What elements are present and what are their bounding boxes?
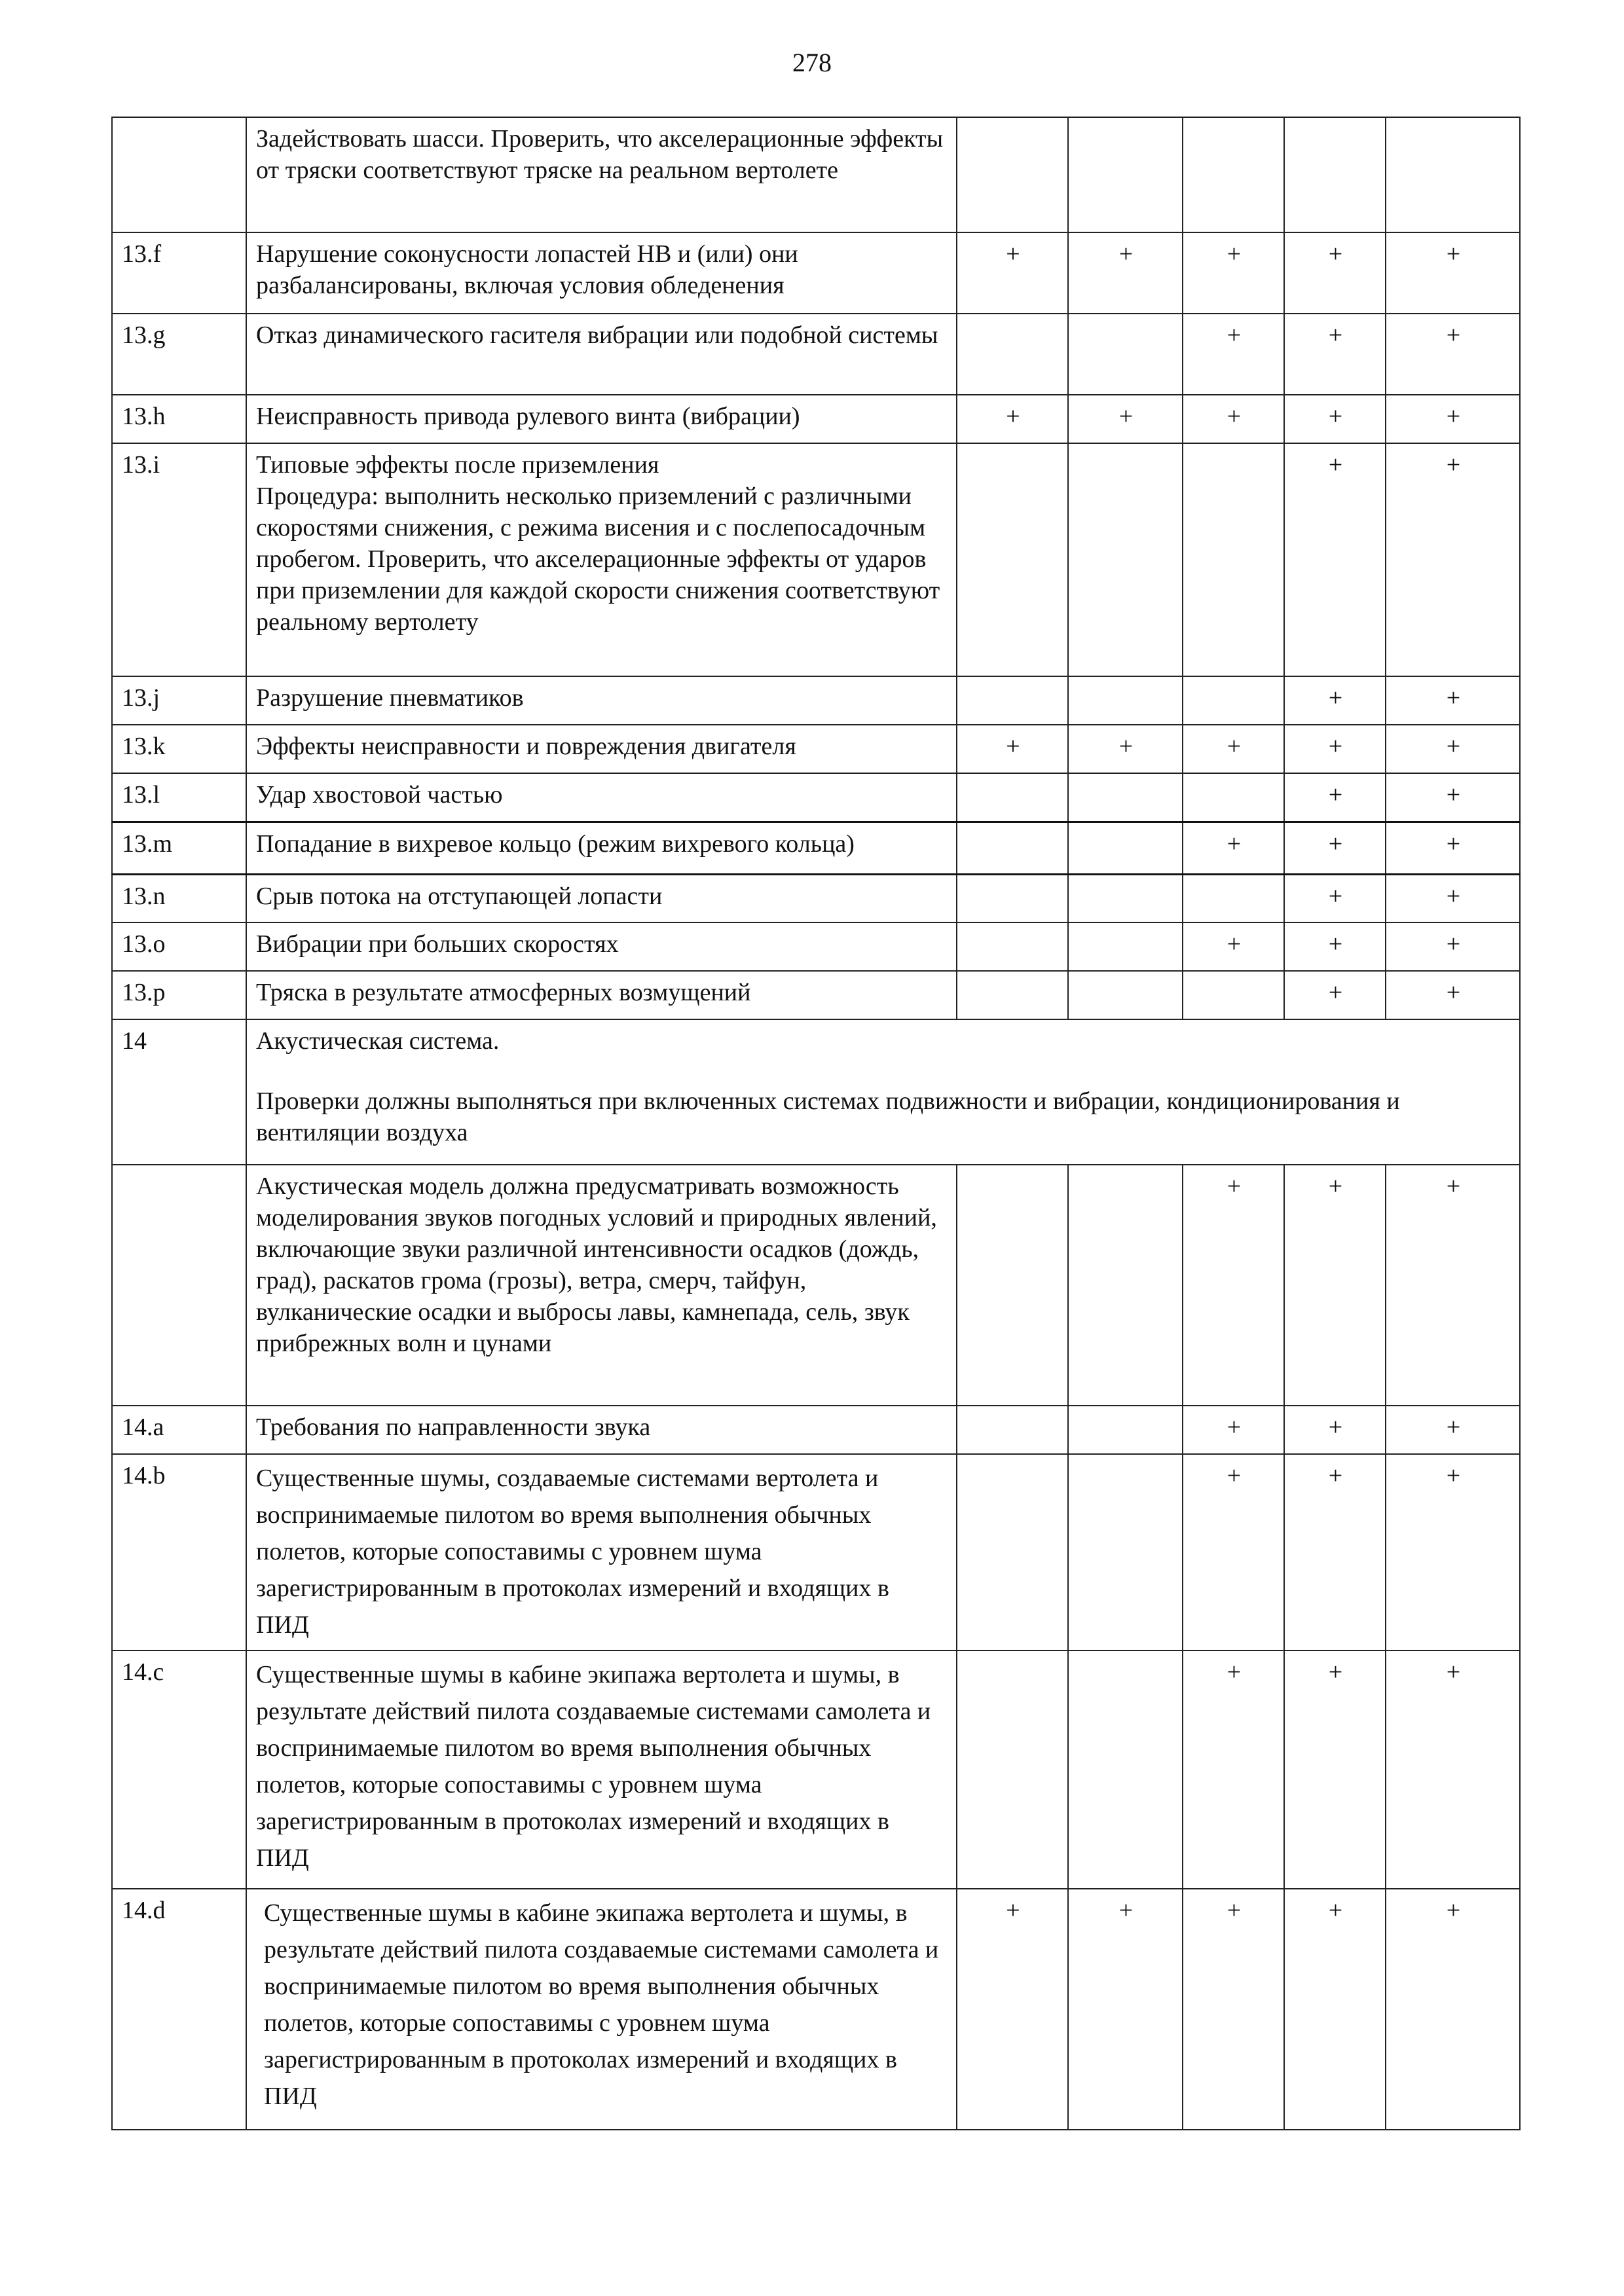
row-id: 13.o (112, 922, 246, 971)
mark-cell: + (1284, 1406, 1386, 1454)
mark-cell (957, 971, 1068, 1019)
mark-cell: + (1386, 874, 1520, 922)
mark-cell (1068, 971, 1183, 1019)
mark-cell (957, 443, 1068, 676)
table-row (112, 395, 1520, 443)
row-text: Эффекты неисправности и повреждения двигателя (246, 725, 957, 773)
row-id: 13.i (112, 443, 246, 676)
table-row (112, 971, 1520, 1019)
mark-cell: + (1284, 232, 1386, 314)
page-number: 278 (792, 48, 832, 77)
mark-cell: + (1386, 676, 1520, 725)
mark-cell (1068, 117, 1183, 232)
mark-cell (1183, 971, 1284, 1019)
mark-cell (1068, 1165, 1183, 1406)
mark-cell: + (1386, 1650, 1520, 1889)
mark-cell: + (1183, 1650, 1284, 1889)
mark-cell: + (1183, 725, 1284, 773)
table-row (112, 773, 1520, 822)
mark-cell: + (1284, 676, 1386, 725)
row-id: 13.k (112, 725, 246, 773)
mark-cell: + (1284, 1889, 1386, 2130)
row-text: Нарушение соконусности лопастей НВ и (или) они разбалансированы, включая условия обледенения (246, 232, 957, 314)
mark-cell: + (1386, 1454, 1520, 1650)
row-text: Разрушение пневматиков (246, 676, 957, 725)
mark-cell (1068, 676, 1183, 725)
mark-cell: + (1284, 1165, 1386, 1406)
table-row (112, 1406, 1520, 1454)
mark-cell (957, 676, 1068, 725)
mark-cell (957, 922, 1068, 971)
row-text: Удар хвостовой частью (246, 773, 957, 822)
table-row (112, 117, 1520, 232)
mark-cell: + (1386, 1406, 1520, 1454)
row-text: Существенные шумы, создаваемые системами вертолета и воспринимаемые пилотом во время выполнения обычных полетов, которые сопоставимы с уровнем шума зарегистрированным в протоколах измерений и входящих в ПИД (246, 1454, 957, 1650)
mark-cell: + (1386, 1165, 1520, 1406)
mark-cell: + (1284, 443, 1386, 676)
mark-cell: + (1386, 922, 1520, 971)
mark-cell: + (1386, 443, 1520, 676)
section-title: Акустическая система. (256, 1027, 500, 1055)
mark-cell (1386, 117, 1520, 232)
mark-cell (1068, 443, 1183, 676)
mark-cell (1068, 922, 1183, 971)
mark-cell: + (1284, 314, 1386, 395)
row-id: 13.l (112, 773, 246, 822)
mark-cell: + (1068, 725, 1183, 773)
mark-cell: + (1386, 725, 1520, 773)
mark-cell: + (1284, 1650, 1386, 1889)
mark-cell: + (1183, 232, 1284, 314)
mark-cell (957, 874, 1068, 922)
mark-cell (1068, 874, 1183, 922)
section-note: Проверки должны выполняться при включенных системах подвижности и вибрации, кондиционирования и вентиляции воздуха (256, 1087, 1400, 1146)
row-text: Типовые эффекты после приземления Процедура: выполнить несколько приземлений с различными скоростями снижения, с режима висения и с послепосадочным пробегом. Проверить, что акселерационные эффекты от ударов при приземлении для каждой скорости снижения соответствуют реальному вертолету (246, 443, 957, 676)
mark-cell (1183, 676, 1284, 725)
mark-cell (957, 773, 1068, 822)
row-text: Неисправность привода рулевого винта (вибрации) (246, 395, 957, 443)
row-id: 13.f (112, 232, 246, 314)
mark-cell: + (1386, 395, 1520, 443)
mark-cell: + (1183, 1165, 1284, 1406)
mark-cell (1068, 773, 1183, 822)
table-row (112, 1454, 1520, 1650)
mark-cell: + (1068, 232, 1183, 314)
mark-cell: + (1068, 395, 1183, 443)
mark-cell: + (1183, 1454, 1284, 1650)
mark-cell: + (1183, 395, 1284, 443)
mark-cell: + (1284, 773, 1386, 822)
mark-cell (1183, 874, 1284, 922)
mark-cell (1284, 117, 1386, 232)
mark-cell: + (957, 395, 1068, 443)
mark-cell: + (1284, 822, 1386, 874)
table-row (112, 1165, 1520, 1406)
row-text: Попадание в вихревое кольцо (режим вихревого кольца) (246, 822, 957, 874)
mark-cell: + (1284, 395, 1386, 443)
mark-cell: + (1284, 1454, 1386, 1650)
mark-cell (1183, 117, 1284, 232)
mark-cell (1183, 443, 1284, 676)
mark-cell (957, 822, 1068, 874)
mark-cell: + (1386, 773, 1520, 822)
row-id: 14.a (112, 1406, 246, 1454)
mark-cell: + (1183, 822, 1284, 874)
row-text: Существенные шумы в кабине экипажа вертолета и шумы, в результате действий пилота создаваемые системами самолета и воспринимаемые пилотом во время выполнения обычных полетов, которые сопоставимы с уровнем шума зарегистрированным в протоколах измерений и входящих в ПИД (246, 1889, 957, 2130)
mark-cell (1068, 314, 1183, 395)
row-text: Тряска в результате атмосферных возмущений (246, 971, 957, 1019)
row-id: 13.j (112, 676, 246, 725)
row-text: Отказ динамического гасителя вибрации или подобной системы (246, 314, 957, 395)
mark-cell (1068, 1454, 1183, 1650)
row-text: Существенные шумы в кабине экипажа вертолета и шумы, в результате действий пилота создаваемые системами самолета и воспринимаемые пилотом во время выполнения обычных полетов, которые сопоставимы с уровнем шума зарегистрированным в протоколах измерений и входящих в ПИД (246, 1650, 957, 1889)
row-id (112, 1165, 246, 1406)
table-row (112, 314, 1520, 395)
row-id: 13.g (112, 314, 246, 395)
row-id: 14.b (112, 1454, 246, 1650)
mark-cell: + (1183, 922, 1284, 971)
table-row (112, 443, 1520, 676)
mark-cell (957, 314, 1068, 395)
table-row (112, 725, 1520, 773)
mark-cell (957, 1406, 1068, 1454)
table-row (112, 922, 1520, 971)
table-row (112, 676, 1520, 725)
row-id: 13.m (112, 822, 246, 874)
mark-cell (1068, 1406, 1183, 1454)
mark-cell: + (1183, 314, 1284, 395)
table-row (112, 232, 1520, 314)
mark-cell: + (957, 725, 1068, 773)
row-id: 13.h (112, 395, 246, 443)
mark-cell (1068, 1650, 1183, 1889)
mark-cell (957, 117, 1068, 232)
row-text: Требования по направленности звука (246, 1406, 957, 1454)
table-row (112, 1889, 1520, 2130)
row-id (112, 117, 246, 232)
row-text: Срыв потока на отступающей лопасти (246, 874, 957, 922)
mark-cell: + (1183, 1889, 1284, 2130)
section-id: 14 (112, 1019, 246, 1165)
mark-cell: + (1386, 1889, 1520, 2130)
mark-cell: + (1284, 922, 1386, 971)
mark-cell: + (1386, 971, 1520, 1019)
table-row (112, 874, 1520, 922)
mark-cell (1068, 822, 1183, 874)
row-text: Акустическая модель должна предусматривать возможность моделирования звуков погодных условий и природных явлений, включающие звуки различной интенсивности осадков (дождь, град), раскатов грома (грозы), ветра, смерч, тайфун, вулканические осадки и выбросы лавы, камнепада, сель, звук прибрежных волн и цунами (246, 1165, 957, 1406)
requirements-table (111, 117, 1521, 2130)
row-text: Задействовать шасси. Проверить, что акселерационные эффекты от тряски соответствуют тряске на реальном вертолете (246, 117, 957, 232)
mark-cell: + (1068, 1889, 1183, 2130)
mark-cell (1183, 773, 1284, 822)
mark-cell (957, 1165, 1068, 1406)
table-row (112, 1650, 1520, 1889)
mark-cell: + (957, 232, 1068, 314)
section-14-row (112, 1019, 1520, 1165)
row-id: 14.c (112, 1650, 246, 1889)
row-text: Вибрации при больших скоростях (246, 922, 957, 971)
mark-cell: + (1386, 232, 1520, 314)
mark-cell: + (1284, 971, 1386, 1019)
mark-cell: + (1183, 1406, 1284, 1454)
mark-cell: + (957, 1889, 1068, 2130)
mark-cell: + (1386, 314, 1520, 395)
mark-cell: + (1284, 874, 1386, 922)
row-id: 13.p (112, 971, 246, 1019)
mark-cell (957, 1650, 1068, 1889)
mark-cell: + (1386, 822, 1520, 874)
mark-cell (957, 1454, 1068, 1650)
row-id: 13.n (112, 874, 246, 922)
table-row (112, 822, 1520, 874)
section-14-content (246, 1019, 1520, 1165)
mark-cell: + (1284, 725, 1386, 773)
row-id: 14.d (112, 1889, 246, 2130)
